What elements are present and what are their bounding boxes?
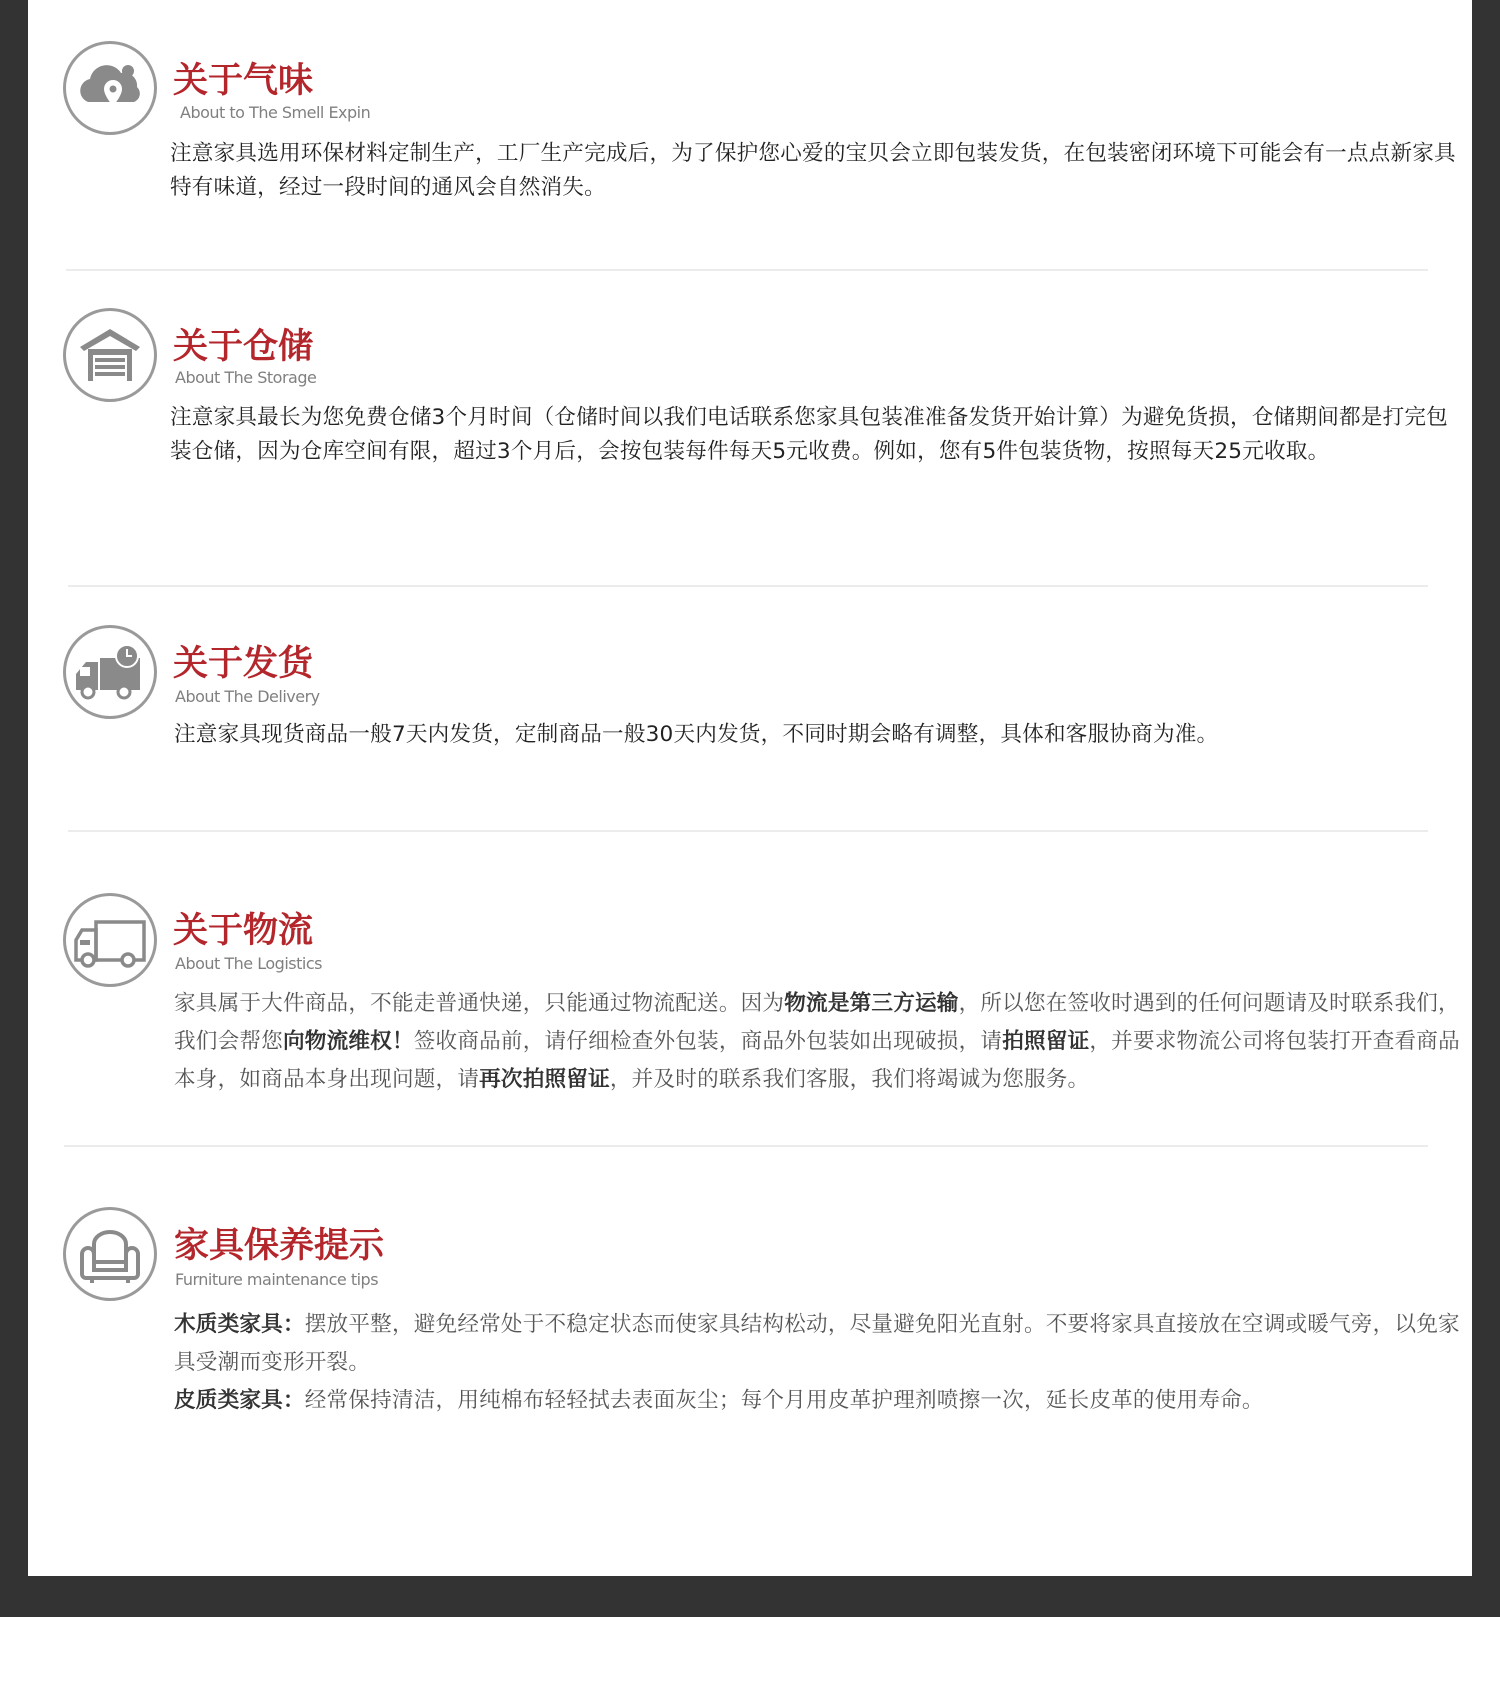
wood-text: 摆放平整，避免经常处于不稳定状态而使家具结构松动，尽量避免阳光直射。不要将家具直接放在空调或暖气旁，以免家具受潮而变形开裂。 [174, 1312, 1460, 1375]
section-title: 关于气味 [173, 61, 314, 101]
delivery-truck-icon [63, 625, 157, 719]
section-subtitle: About The Storage [175, 368, 317, 387]
body-text: 家具属于大件商品，不能走普通快递，只能通过物流配送。因为 [174, 991, 785, 1016]
section-subtitle: About The Delivery [175, 687, 320, 706]
emphasis-text: 拍照留证 [1002, 1029, 1090, 1054]
section-body [174, 985, 1464, 1099]
section-body: 注意家具最长为您免费仓储3个月时间（仓储时间以我们电话联系您家具包装准准备发货开始计算）为避免货损，仓储期间都是打完包装仓储，因为仓库空间有限，超过3个月后，会按包装每件每天5元收费。例如，您有5件包装货物，按照每天25元收取。 [170, 405, 1448, 464]
section-subtitle: About to The Smell Expin [180, 103, 371, 122]
section-body [174, 1306, 1464, 1420]
warehouse-icon [63, 308, 157, 402]
section-body: 注意家具选用环保材料定制生产，工厂生产完成后，为了保护您心爱的宝贝会立即包装发货，在包装密闭环境下可能会有一点点新家具特有味道，经过一段时间的通风会自然消失。 [170, 141, 1456, 200]
section-title: 关于物流 [173, 911, 314, 951]
body-text: ，并及时的联系我们客服，我们将竭诚为您服务。 [609, 1067, 1090, 1092]
section-body: 注意家具现货商品一般7天内发货，定制商品一般30天内发货，不同时期会略有调整，具体和客服协商为准。 [174, 722, 1219, 747]
section-title: 家具保养提示 [174, 1226, 385, 1266]
logistics-truck-icon [63, 893, 157, 987]
divider [66, 269, 1428, 271]
divider [64, 1145, 1428, 1147]
wood-label: 木质类家具： [174, 1312, 305, 1337]
section-title: 关于发货 [173, 644, 314, 684]
armchair-icon [63, 1207, 157, 1301]
body-text: 签收商品前，请仔细检查外包装，商品外包装如出现破损，请 [413, 1029, 1003, 1054]
body-text: ，所以您在签收时遇到的任何问题请及时联系我们，我们会帮您 [174, 991, 1460, 1054]
emphasis-text: 向物流维权！ [282, 1029, 414, 1054]
emphasis-text: 再次拍照留证 [479, 1067, 610, 1092]
section-title: 关于仓储 [173, 327, 314, 367]
divider [68, 830, 1428, 832]
emphasis-text: 物流是第三方运输 [784, 991, 959, 1016]
section-subtitle: Furniture maintenance tips [175, 1270, 379, 1289]
cloud-icon [63, 41, 157, 135]
body-text: ，并要求物流公司将包装打开查看商品本身，如商品本身出现问题，请 [174, 1029, 1460, 1092]
section-subtitle: About The Logistics [175, 954, 322, 973]
content-panel [28, 0, 1472, 1576]
leather-label: 皮质类家具： [174, 1388, 305, 1413]
divider [68, 585, 1428, 587]
leather-text: 经常保持清洁，用纯棉布轻轻拭去表面灰尘；每个月用皮革护理剂喷擦一次，延长皮革的使用寿命。 [304, 1388, 1264, 1413]
